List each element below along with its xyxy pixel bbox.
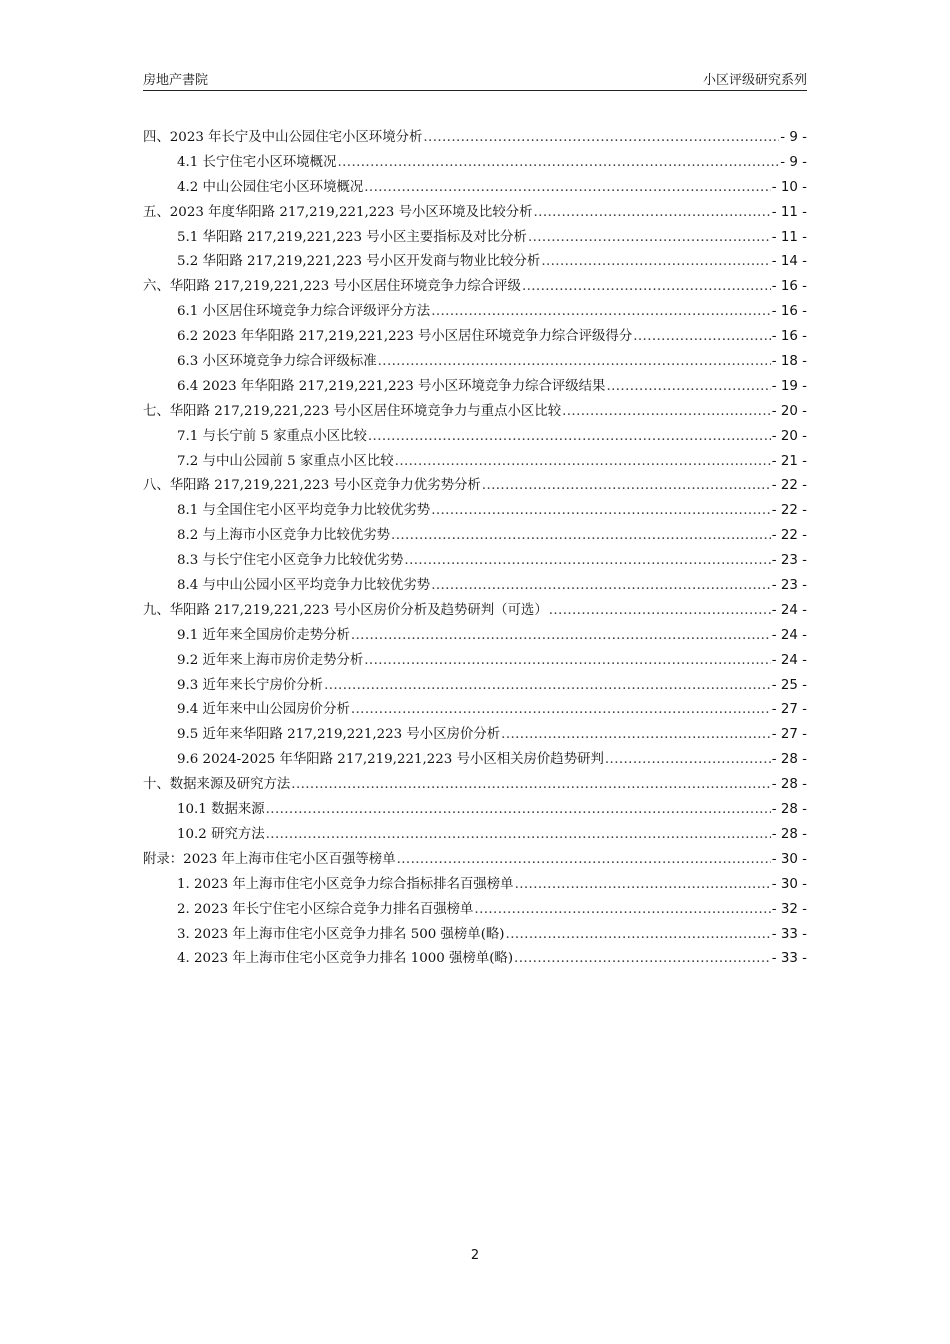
toc-entry-title: 9.2 近年来上海市房价走势分析 — [177, 652, 364, 668]
toc-section-entry[interactable] — [143, 748, 807, 773]
toc-dot-leader — [423, 130, 779, 145]
toc-section-entry[interactable] — [143, 375, 807, 400]
toc-entry-title: 四、2023 年长宁及中山公园住宅小区环境分析 — [143, 130, 423, 145]
toc-entry-title: 8.2 与上海市小区竞争力比较优劣势 — [177, 528, 391, 544]
toc-entry-page: - 28 - — [771, 802, 807, 818]
toc-entry-page: - 24 - — [771, 652, 807, 668]
toc-section-entry[interactable] — [143, 176, 807, 201]
toc-dot-leader — [391, 528, 771, 543]
toc-section-entry[interactable] — [143, 823, 807, 848]
toc-entry-title: 8.3 与长宁住宅小区竞争力比较优劣势 — [177, 553, 404, 569]
page-number: 2 — [470, 1248, 480, 1263]
table-of-contents — [143, 126, 807, 972]
header-publisher: 房地产書院 — [143, 73, 209, 88]
toc-entry-title: 6.2 2023 年华阳路 217,219,221,223 号小区居住环境竞争力综合评级得分 — [177, 329, 633, 345]
toc-chapter-entry[interactable] — [143, 848, 807, 873]
toc-dot-leader — [364, 180, 771, 195]
toc-dot-leader — [541, 254, 770, 269]
toc-entry-page: - 20 - — [771, 428, 807, 444]
toc-entry-title: 七、华阳路 217,219,221,223 号小区居住环境竞争力与重点小区比较 — [143, 403, 562, 419]
toc-entry-title: 10.2 研究方法 — [177, 826, 265, 842]
toc-entry-page: - 22 - — [771, 528, 807, 544]
toc-entry-title: 9.1 近年来全国房价走势分析 — [177, 627, 350, 643]
toc-dot-leader — [351, 702, 771, 717]
toc-section-entry[interactable] — [143, 450, 807, 475]
toc-dot-leader — [291, 777, 770, 792]
toc-dot-leader — [606, 379, 770, 394]
toc-entry-title: 五、2023 年度华阳路 217,219,221,223 号小区环境及比较分析 — [143, 204, 533, 220]
toc-dot-leader — [431, 503, 771, 518]
toc-entry-page: - 9 - — [780, 130, 807, 145]
toc-entry-page: - 21 - — [771, 453, 807, 469]
toc-entry-title: 6.1 小区居住环境竞争力综合评级评分方法 — [177, 304, 431, 320]
toc-section-entry[interactable] — [143, 723, 807, 748]
toc-dot-leader — [528, 230, 771, 245]
toc-entry-page: - 32 - — [771, 901, 807, 917]
toc-dot-leader — [351, 628, 771, 643]
toc-dot-leader — [562, 404, 771, 419]
toc-dot-leader — [337, 155, 779, 170]
toc-dot-leader — [633, 329, 771, 344]
page-header — [143, 66, 807, 91]
toc-entry-title: 8.4 与中山公园小区平均竞争力比较优劣势 — [177, 578, 431, 594]
toc-dot-leader — [266, 802, 771, 817]
toc-dot-leader — [522, 279, 771, 294]
toc-entry-title: 9.6 2024-2025 年华阳路 217,219,221,223 号小区相关房价趋势研判 — [177, 752, 604, 768]
toc-entry-page: - 28 - — [771, 752, 807, 768]
toc-dot-leader — [364, 653, 771, 668]
toc-entry-title: 5.1 华阳路 217,219,221,223 号小区主要指标及对比分析 — [177, 229, 527, 245]
toc-dot-leader — [266, 827, 771, 842]
toc-entry-page: - 19 - — [771, 378, 807, 394]
toc-entry-title: 9.3 近年来长宁房价分析 — [177, 677, 324, 693]
toc-dot-leader — [404, 553, 770, 568]
toc-entry-title: 9.4 近年来中山公园房价分析 — [177, 702, 350, 718]
toc-dot-leader — [482, 478, 771, 493]
toc-entry-page: - 16 - — [771, 304, 807, 320]
toc-section-entry[interactable] — [143, 574, 807, 599]
toc-entry-page: - 22 - — [771, 478, 807, 494]
toc-entry-title: 4.2 中山公园住宅小区环境概况 — [177, 179, 364, 195]
toc-section-entry[interactable] — [143, 300, 807, 325]
toc-entry-page: - 16 - — [771, 279, 807, 295]
toc-dot-leader — [549, 603, 771, 618]
toc-entry-page: - 24 - — [771, 602, 807, 618]
toc-dot-leader — [397, 852, 771, 867]
toc-dot-leader — [431, 304, 771, 319]
toc-section-entry[interactable] — [143, 947, 807, 972]
toc-section-entry[interactable] — [143, 923, 807, 948]
toc-entry-title: 8.1 与全国住宅小区平均竞争力比较优劣势 — [177, 503, 431, 519]
toc-chapter-entry[interactable] — [143, 474, 807, 499]
toc-entry-title: 2. 2023 年长宁住宅小区综合竞争力排名百强榜单 — [177, 901, 474, 917]
toc-entry-page: - 18 - — [771, 354, 807, 370]
toc-entry-page: - 33 - — [771, 926, 807, 942]
toc-entry-title: 7.2 与中山公园前 5 家重点小区比较 — [177, 453, 394, 469]
toc-dot-leader — [324, 678, 771, 693]
toc-entry-page: - 27 - — [771, 702, 807, 718]
toc-entry-title: 7.1 与长宁前 5 家重点小区比较 — [177, 428, 367, 444]
toc-section-entry[interactable] — [143, 873, 807, 898]
toc-dot-leader — [474, 902, 770, 917]
toc-section-entry[interactable] — [143, 151, 807, 176]
toc-section-entry[interactable] — [143, 698, 807, 723]
toc-section-entry[interactable] — [143, 624, 807, 649]
toc-dot-leader — [395, 454, 771, 469]
toc-entry-title: 附录：2023 年上海市住宅小区百强等榜单 — [143, 851, 396, 867]
toc-chapter-entry[interactable] — [143, 126, 807, 151]
toc-chapter-entry[interactable] — [143, 201, 807, 226]
toc-entry-title: 4. 2023 年上海市住宅小区竞争力排名 1000 强榜单(略) — [177, 951, 514, 967]
toc-entry-page: - 16 - — [771, 329, 807, 345]
toc-dot-leader — [431, 578, 771, 593]
toc-entry-page: - 20 - — [771, 403, 807, 419]
toc-entry-page: - 22 - — [771, 503, 807, 519]
toc-entry-page: - 30 - — [771, 851, 807, 867]
toc-dot-leader — [501, 727, 771, 742]
toc-entry-title: 10.1 数据来源 — [177, 802, 265, 818]
toc-section-entry[interactable] — [143, 798, 807, 823]
toc-section-entry[interactable] — [143, 226, 807, 251]
toc-section-entry[interactable] — [143, 250, 807, 275]
toc-entry-title: 6.3 小区环境竞争力综合评级标准 — [177, 354, 377, 370]
toc-entry-page: - 14 - — [771, 254, 807, 270]
toc-chapter-entry[interactable] — [143, 599, 807, 624]
toc-entry-page: - 24 - — [771, 627, 807, 643]
toc-section-entry[interactable] — [143, 898, 807, 923]
toc-entry-page: - 25 - — [771, 677, 807, 693]
toc-chapter-entry[interactable] — [143, 275, 807, 300]
toc-chapter-entry[interactable] — [143, 773, 807, 798]
header-series-title: 小区评级研究系列 — [702, 73, 807, 88]
toc-section-entry[interactable] — [143, 499, 807, 524]
toc-dot-leader — [515, 877, 771, 892]
toc-dot-leader — [368, 429, 771, 444]
toc-entry-page: - 10 - — [771, 179, 807, 195]
toc-entry-page: - 28 - — [771, 777, 807, 793]
toc-entry-title: 3. 2023 年上海市住宅小区竞争力排名 500 强榜单(略) — [177, 926, 505, 942]
toc-entry-page: - 11 - — [771, 204, 807, 220]
toc-dot-leader — [605, 752, 771, 767]
toc-entry-title: 九、华阳路 217,219,221,223 号小区房价分析及趋势研判（可选） — [143, 602, 548, 618]
toc-entry-title: 1. 2023 年上海市住宅小区竞争力综合指标排名百强榜单 — [177, 876, 514, 892]
toc-chapter-entry[interactable] — [143, 400, 807, 425]
toc-section-entry[interactable] — [143, 350, 807, 375]
toc-entry-title: 6.4 2023 年华阳路 217,219,221,223 号小区环境竞争力综合评级结果 — [177, 378, 606, 394]
toc-section-entry[interactable] — [143, 325, 807, 350]
toc-entry-page: - 23 - — [771, 578, 807, 594]
toc-entry-title: 9.5 近年来华阳路 217,219,221,223 号小区房价分析 — [177, 727, 501, 743]
toc-entry-title: 5.2 华阳路 217,219,221,223 号小区开发商与物业比较分析 — [177, 254, 541, 270]
toc-dot-leader — [514, 951, 771, 966]
toc-entry-page: - 30 - — [771, 876, 807, 892]
toc-entry-page: - 28 - — [771, 826, 807, 842]
toc-dot-leader — [378, 354, 771, 369]
toc-section-entry[interactable] — [143, 425, 807, 450]
toc-entry-page: - 11 - — [771, 229, 807, 245]
toc-dot-leader — [506, 927, 771, 942]
toc-section-entry[interactable] — [143, 524, 807, 549]
toc-entry-title: 十、数据来源及研究方法 — [143, 777, 291, 793]
toc-entry-page: - 9 - — [780, 154, 807, 170]
toc-entry-page: - 23 - — [771, 553, 807, 569]
toc-entry-title: 4.1 长宁住宅小区环境概况 — [177, 154, 337, 170]
toc-section-entry[interactable] — [143, 549, 807, 574]
toc-dot-leader — [534, 205, 771, 220]
toc-entry-title: 八、华阳路 217,219,221,223 号小区竞争力优劣势分析 — [143, 478, 481, 494]
toc-entry-page: - 27 - — [771, 727, 807, 743]
toc-section-entry[interactable] — [143, 649, 807, 674]
toc-entry-title: 六、华阳路 217,219,221,223 号小区居住环境竞争力综合评级 — [143, 279, 521, 295]
toc-section-entry[interactable] — [143, 674, 807, 699]
toc-entry-page: - 33 - — [771, 951, 807, 967]
